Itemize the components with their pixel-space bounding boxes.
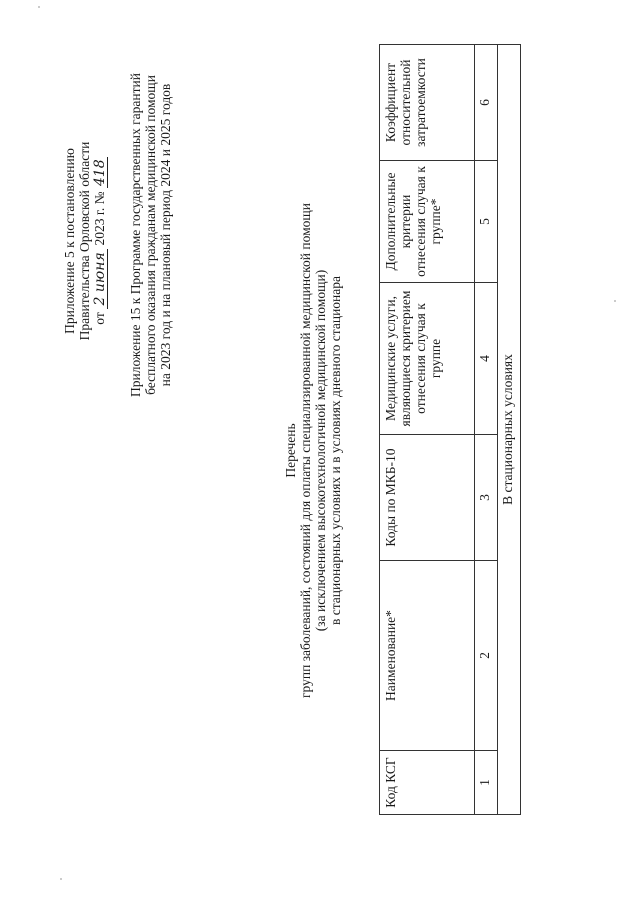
title-heading: Перечень <box>283 423 298 478</box>
column-number: 3 <box>475 435 498 561</box>
column-number: 1 <box>475 751 498 815</box>
header-medical-services: Медицинские услуги, являющиеся критерием отнесения случая к группе <box>380 283 475 435</box>
date-prefix: от <box>92 312 107 325</box>
scan-speck <box>614 300 616 302</box>
title-line3: в стационарных условиях и в условиях дневного стационара <box>328 275 343 626</box>
table-header-row <box>380 45 475 815</box>
appendix-5-date-line <box>92 81 108 401</box>
section-title: В стационарных условиях <box>498 45 521 815</box>
column-number: 4 <box>475 283 498 435</box>
column-number: 5 <box>475 161 498 283</box>
appendix-15-line2: бесплатного оказания гражданам медицинской помощи <box>143 75 158 395</box>
appendix-15-line1: Приложение 15 к Программе государственных гарантий <box>128 73 143 397</box>
header-additional-criteria: Дополнительные критерии отнесения случая к группе* <box>380 161 475 283</box>
handwritten-date: 2 июня <box>94 249 108 309</box>
title-line1: групп заболеваний, состояний для оплаты специализированной медицинской помощи <box>298 203 313 698</box>
appendix-15-line3: на 2023 год и на плановый период 2024 и 2025 годов <box>158 83 173 387</box>
handwritten-number: 418 <box>92 159 108 187</box>
scan-speck <box>38 6 40 8</box>
title-line2: (за исключением высокотехнологичной медицинской помощи) <box>313 269 328 632</box>
appendix-15-header <box>128 35 173 435</box>
appendix-5-header <box>62 81 108 401</box>
column-number: 2 <box>475 561 498 751</box>
appendix-5-line2: Правительства Орловской области <box>77 141 92 341</box>
section-row <box>498 45 521 815</box>
date-year: 2023 г. № <box>92 191 107 246</box>
column-number: 6 <box>475 45 498 161</box>
scan-speck <box>60 878 62 880</box>
column-number-row <box>475 45 498 815</box>
header-name: Наименование* <box>380 561 475 751</box>
ksg-table <box>379 44 521 815</box>
appendix-5-line1: Приложение 5 к постановлению <box>62 148 77 334</box>
document-title <box>283 30 343 871</box>
header-cost-coefficient: Коэффициент относительной затратоемкости <box>380 45 475 161</box>
header-icd10-codes: Коды по МКБ-10 <box>380 435 475 561</box>
header-ksg-code: Код КСГ <box>380 751 475 815</box>
